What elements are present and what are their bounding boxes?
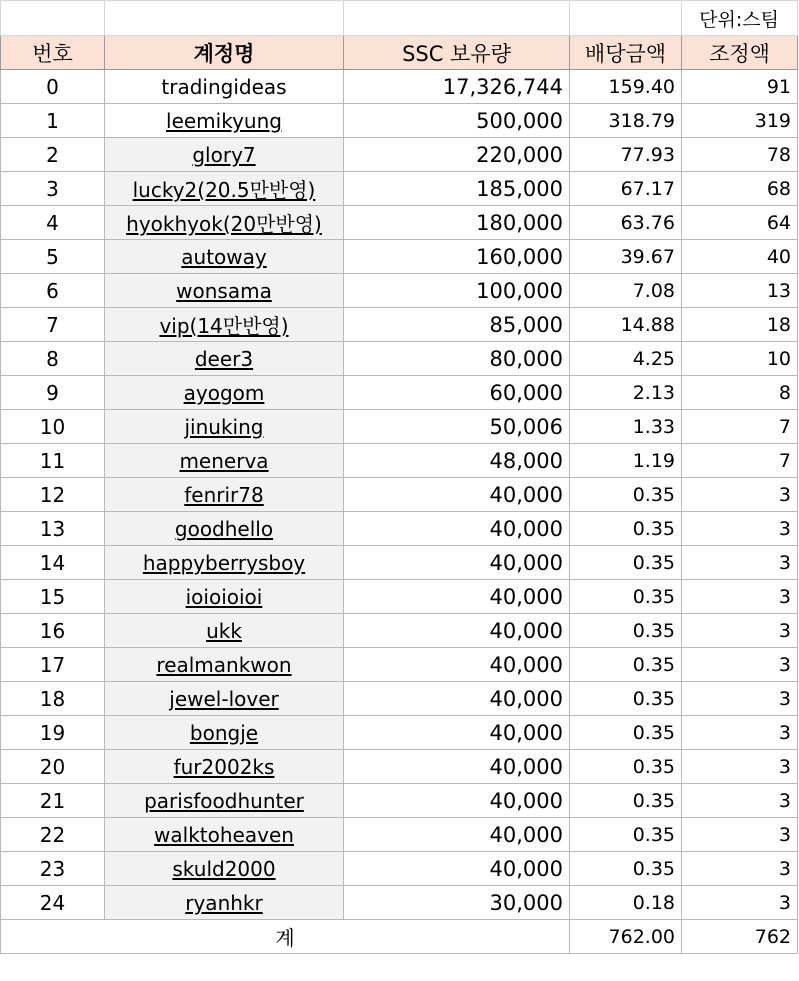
ssc-amount: 40,000 <box>344 648 570 682</box>
row-number: 23 <box>1 852 105 886</box>
unit-row <box>1 1 798 36</box>
account-link[interactable]: happyberrysboy <box>142 550 306 575</box>
unit-label: 단위:스팀 <box>682 1 798 36</box>
account-cell[interactable] <box>105 750 344 784</box>
dividend-amount: 14.88 <box>570 308 682 342</box>
table-row <box>1 410 798 444</box>
ssc-amount: 85,000 <box>344 308 570 342</box>
adjusted-amount: 3 <box>682 478 798 512</box>
adjusted-amount: 91 <box>682 70 798 104</box>
table-row <box>1 784 798 818</box>
account-cell[interactable] <box>105 444 344 478</box>
ssc-amount: 40,000 <box>344 818 570 852</box>
account-cell[interactable] <box>105 308 344 342</box>
adjusted-amount: 3 <box>682 886 798 920</box>
dividend-amount: 7.08 <box>570 274 682 308</box>
adjusted-amount: 8 <box>682 376 798 410</box>
dividend-amount: 0.35 <box>570 546 682 580</box>
adjusted-amount: 3 <box>682 784 798 818</box>
table-row <box>1 478 798 512</box>
empty-cell <box>1 1 105 36</box>
dividend-amount: 63.76 <box>570 206 682 240</box>
adjusted-amount: 319 <box>682 104 798 138</box>
adjusted-amount: 3 <box>682 716 798 750</box>
ssc-amount: 40,000 <box>344 784 570 818</box>
account-link[interactable]: ryanhkr <box>185 890 263 915</box>
account-cell[interactable] <box>105 546 344 580</box>
account-link[interactable]: deer3 <box>194 346 254 371</box>
account-cell[interactable] <box>105 818 344 852</box>
row-number: 3 <box>1 172 105 206</box>
account-cell[interactable] <box>105 648 344 682</box>
row-number: 22 <box>1 818 105 852</box>
dividend-amount: 0.35 <box>570 512 682 546</box>
adjusted-amount: 3 <box>682 682 798 716</box>
total-row <box>1 920 798 954</box>
account-link[interactable]: ayogom <box>183 380 265 405</box>
adjusted-amount: 78 <box>682 138 798 172</box>
row-number: 1 <box>1 104 105 138</box>
account-cell[interactable] <box>105 342 344 376</box>
dividend-amount: 77.93 <box>570 138 682 172</box>
table-row <box>1 886 798 920</box>
ssc-amount: 17,326,744 <box>344 70 570 104</box>
header-num: 번호 <box>1 36 105 70</box>
account-cell[interactable] <box>105 478 344 512</box>
adjusted-amount: 64 <box>682 206 798 240</box>
ssc-amount: 40,000 <box>344 512 570 546</box>
account-link[interactable]: fur2002ks <box>173 754 275 779</box>
dividend-amount: 4.25 <box>570 342 682 376</box>
account-link[interactable]: glory7 <box>192 142 256 167</box>
empty-cell <box>105 1 344 36</box>
adjusted-amount: 10 <box>682 342 798 376</box>
table-row <box>1 580 798 614</box>
account-cell[interactable] <box>105 682 344 716</box>
account-cell[interactable] <box>105 240 344 274</box>
ssc-amount: 60,000 <box>344 376 570 410</box>
account-cell[interactable] <box>105 784 344 818</box>
row-number: 4 <box>1 206 105 240</box>
account-name: tradingideas <box>161 74 287 99</box>
table-row <box>1 308 798 342</box>
account-link[interactable]: bongje <box>189 720 259 745</box>
account-cell[interactable] <box>105 716 344 750</box>
adjusted-amount: 3 <box>682 614 798 648</box>
table-row <box>1 682 798 716</box>
table-rows <box>1 70 798 920</box>
ssc-amount: 500,000 <box>344 104 570 138</box>
account-cell[interactable] <box>105 104 344 138</box>
header-adjusted: 조정액 <box>682 36 798 70</box>
ssc-amount: 185,000 <box>344 172 570 206</box>
account-link[interactable]: jewel-lover <box>169 686 279 711</box>
table-row <box>1 274 798 308</box>
empty-cell <box>344 1 570 36</box>
table-row <box>1 818 798 852</box>
dividend-amount: 159.40 <box>570 70 682 104</box>
table-row <box>1 342 798 376</box>
ssc-amount: 40,000 <box>344 546 570 580</box>
account-cell[interactable] <box>105 410 344 444</box>
dividend-amount: 0.35 <box>570 478 682 512</box>
account-cell[interactable] <box>105 512 344 546</box>
ssc-amount: 180,000 <box>344 206 570 240</box>
dividend-amount: 0.35 <box>570 784 682 818</box>
ssc-amount: 40,000 <box>344 614 570 648</box>
table-row <box>1 716 798 750</box>
adjusted-amount: 7 <box>682 410 798 444</box>
account-link[interactable]: fenrir78 <box>184 482 264 507</box>
dividend-amount: 0.35 <box>570 682 682 716</box>
table-row <box>1 206 798 240</box>
dividend-amount: 0.35 <box>570 614 682 648</box>
empty-cell <box>570 1 682 36</box>
header-row <box>1 36 798 70</box>
dividend-amount: 0.35 <box>570 852 682 886</box>
dividend-amount: 0.35 <box>570 818 682 852</box>
table-row <box>1 512 798 546</box>
row-number: 15 <box>1 580 105 614</box>
account-link[interactable]: realmankwon <box>156 652 292 677</box>
row-number: 17 <box>1 648 105 682</box>
ssc-amount: 40,000 <box>344 852 570 886</box>
row-number: 16 <box>1 614 105 648</box>
total-label: 계 <box>1 920 570 954</box>
ssc-amount: 50,006 <box>344 410 570 444</box>
adjusted-amount: 13 <box>682 274 798 308</box>
adjusted-amount: 3 <box>682 648 798 682</box>
account-link[interactable]: walktoheaven <box>154 822 294 847</box>
row-number: 21 <box>1 784 105 818</box>
dividend-amount: 0.35 <box>570 750 682 784</box>
dividend-amount: 2.13 <box>570 376 682 410</box>
adjusted-amount: 3 <box>682 546 798 580</box>
dividend-amount: 1.33 <box>570 410 682 444</box>
adjusted-amount: 3 <box>682 580 798 614</box>
account-link[interactable]: autoway <box>181 244 267 269</box>
ssc-amount: 160,000 <box>344 240 570 274</box>
row-number: 7 <box>1 308 105 342</box>
row-number: 2 <box>1 138 105 172</box>
table-row <box>1 138 798 172</box>
row-number: 20 <box>1 750 105 784</box>
account-link[interactable]: ioioioioi <box>185 584 263 609</box>
account-link[interactable]: vip(14만반영) <box>159 314 289 338</box>
ssc-amount: 80,000 <box>344 342 570 376</box>
total-dividend: 762.00 <box>570 920 682 954</box>
ssc-amount: 40,000 <box>344 716 570 750</box>
account-cell[interactable] <box>105 138 344 172</box>
account-link[interactable]: wonsama <box>176 278 272 303</box>
row-number: 19 <box>1 716 105 750</box>
dividend-amount: 0.35 <box>570 648 682 682</box>
account-cell[interactable] <box>105 886 344 920</box>
dividend-amount: 318.79 <box>570 104 682 138</box>
ssc-amount: 48,000 <box>344 444 570 478</box>
account-link[interactable]: parisfoodhunter <box>144 788 304 813</box>
account-link[interactable]: leemikyung <box>166 108 282 133</box>
row-number: 9 <box>1 376 105 410</box>
row-number: 6 <box>1 274 105 308</box>
account-link[interactable]: lucky2(20.5만반영) <box>132 178 316 202</box>
adjusted-amount: 40 <box>682 240 798 274</box>
row-number: 12 <box>1 478 105 512</box>
table-row <box>1 172 798 206</box>
account-cell[interactable] <box>105 852 344 886</box>
account-link[interactable]: goodhello <box>174 516 274 541</box>
row-number: 18 <box>1 682 105 716</box>
account-link[interactable]: hyokhyok(20만반영) <box>126 212 322 236</box>
account-link[interactable]: ukk <box>206 618 242 643</box>
adjusted-amount: 3 <box>682 750 798 784</box>
adjusted-amount: 3 <box>682 512 798 546</box>
table-row <box>1 376 798 410</box>
row-number: 8 <box>1 342 105 376</box>
row-number: 5 <box>1 240 105 274</box>
total-adjusted: 762 <box>682 920 798 954</box>
table-row <box>1 750 798 784</box>
adjusted-amount: 18 <box>682 308 798 342</box>
ssc-amount: 30,000 <box>344 886 570 920</box>
table-row <box>1 648 798 682</box>
ssc-amount: 220,000 <box>344 138 570 172</box>
table-row <box>1 852 798 886</box>
table-row <box>1 444 798 478</box>
account-cell[interactable] <box>105 580 344 614</box>
account-link[interactable]: menerva <box>179 448 269 473</box>
row-number: 24 <box>1 886 105 920</box>
adjusted-amount: 7 <box>682 444 798 478</box>
account-cell[interactable] <box>105 172 344 206</box>
adjusted-amount: 3 <box>682 852 798 886</box>
ssc-amount: 40,000 <box>344 750 570 784</box>
header-account: 계정명 <box>105 36 344 70</box>
account-cell <box>105 70 344 104</box>
table-row <box>1 546 798 580</box>
account-link[interactable]: skuld2000 <box>172 856 276 881</box>
account-cell[interactable] <box>105 206 344 240</box>
ssc-amount: 40,000 <box>344 478 570 512</box>
row-number: 11 <box>1 444 105 478</box>
dividend-amount: 0.35 <box>570 716 682 750</box>
header-dividend: 배당금액 <box>570 36 682 70</box>
account-cell[interactable] <box>105 376 344 410</box>
table-row <box>1 104 798 138</box>
row-number: 14 <box>1 546 105 580</box>
ssc-amount: 40,000 <box>344 682 570 716</box>
dividend-amount: 0.18 <box>570 886 682 920</box>
dividend-amount: 39.67 <box>570 240 682 274</box>
account-cell[interactable] <box>105 614 344 648</box>
table-row <box>1 614 798 648</box>
adjusted-amount: 68 <box>682 172 798 206</box>
adjusted-amount: 3 <box>682 818 798 852</box>
ssc-amount: 100,000 <box>344 274 570 308</box>
account-cell[interactable] <box>105 274 344 308</box>
row-number: 0 <box>1 70 105 104</box>
dividend-amount: 0.35 <box>570 580 682 614</box>
table-row <box>1 240 798 274</box>
row-number: 13 <box>1 512 105 546</box>
table-row <box>1 70 798 104</box>
ssc-amount: 40,000 <box>344 580 570 614</box>
row-number: 10 <box>1 410 105 444</box>
account-link[interactable]: jinuking <box>184 414 264 439</box>
dividend-amount: 1.19 <box>570 444 682 478</box>
dividend-amount: 67.17 <box>570 172 682 206</box>
header-ssc: SSC 보유량 <box>344 36 570 70</box>
